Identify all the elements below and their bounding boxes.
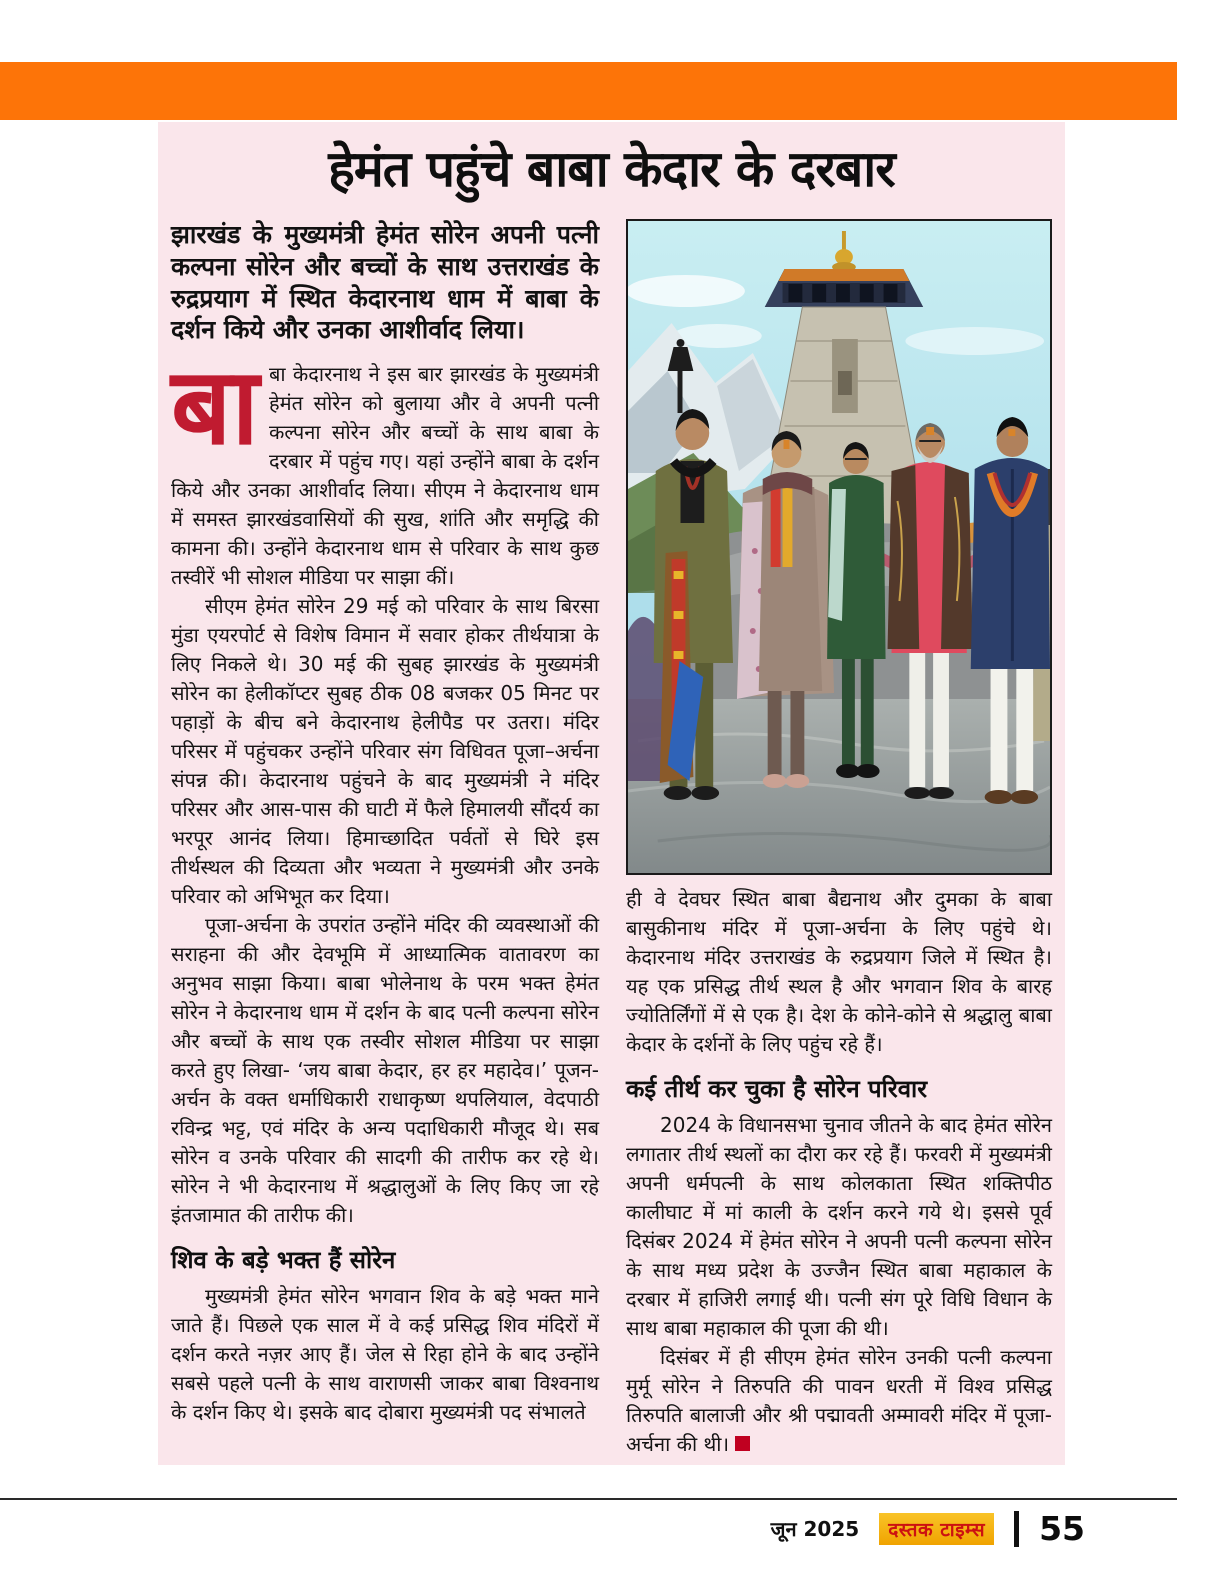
paragraph-1-text: बा केदारनाथ ने इस बार झारखंड के मुख्यमंत्री हेमंत सोरेन को बुलाया और वे अपनी पत्नी कल्पना सोरेन और बच्चों के साथ बाबा के दरबार में पहुंच गए। यहां उन्होंने बाबा के दर्शन किये और उनका आशीर्वाद लिया। सीएम ने केदारनाथ धाम में समस्त झारखंडवासियों की सुख, शांति और समृद्धि की कामना की। उन्होंने केदारनाथ धाम से परिवार के साथ कुछ तस्वीरें भी सोशल मीडिया पर साझा कीं। — [171, 362, 599, 589]
page-number: 55 — [1039, 1509, 1085, 1548]
paragraph-7-text: दिसंबर में ही सीएम हेमंत सोरेन उनकी पत्नी कल्पना मुर्मू सोरेन ने तिरुपति की पावन धरती में विश्व प्रसिद्ध तिरुपति बालाजी और श्री पद्मावती अम्मावरी मंदिर में पूजा-अर्चना की थी। — [626, 1344, 1052, 1456]
paragraph-2: सीएम हेमंत सोरेन 29 मई को परिवार के साथ बिरसा मुंडा एयरपोर्ट से विशेष विमान में सवार होकर तीर्थयात्रा के लिए निकले थे। 30 मई की सुबह झारखंड के मुख्यमंत्री सोरेन का हेलीकॉप्टर सुबह ठीक 08 बजकर 05 मिनट पर पहाड़ों के बीच बने केदारनाथ हेलीपैड पर उतरा। मंदिर परिसर में पहुंचकर उन्होंने परिवार संग विधिवत पूजा–अर्चना संपन्न की। केदारनाथ पहुंचने के बाद मुख्यमंत्री ने मंदिर परिसर और आस-पास की घाटी में फैले हिमालयी सौंदर्य का भरपूर आनंद लिया। हिमाच्छादित पर्वतों से घिरे इस तीर्थस्थल की दिव्यता और भव्यता ने मुख्यमंत्री और उनके परिवार को अभिभूत कर दिया। — [171, 594, 599, 908]
orange-band — [0, 62, 1177, 120]
magazine-logo: दस्तक टाइम्स — [879, 1513, 994, 1545]
paragraph-6: 2024 के विधानसभा चुनाव जीतने के बाद हेमंत सोरेन लगातार तीर्थ स्थलों का दौरा कर रहे हैं। फरवरी में मुख्यमंत्री अपनी धर्मपत्नी के साथ कोलकाता स्थित शक्तिपीठ कालीघाट में मां काली के दर्शन करने गये थे। इससे पूर्व दिसंबर 2024 में हेमंत सोरेन ने अपनी पत्नी कल्पना सोरेन के साथ मध्य प्रदेश के उज्जैन स्थित बाबा महाकाल के दरबार में हाजिरी लगाई थी। पत्नी संग पूरे विधि विधान के साथ बाबा महाकाल की पूजा की थी। — [626, 1112, 1052, 1340]
paragraph-5: ही वे देवघर स्थित बाबा बैद्यनाथ और दुमका के बाबा बासुकीनाथ मंदिर में पूजा-अर्चना के लिए पहुंचे थे। केदारनाथ मंदिर उत्तराखंड के रुद्रप्रयाग जिले में स्थित है। यह एक प्रसिद्ध तीर्थ स्थल है और भगवान शिव के बारह ज्योतिर्लिंगों में से एक है। देश के कोने-कोने से श्रद्धालु बाबा केदार के दर्शनों के लिए पहुंच रहे हैं। — [626, 887, 1052, 1056]
footer-divider-bar — [1014, 1511, 1019, 1547]
drop-cap: बा — [171, 345, 259, 468]
right-column — [626, 219, 1052, 1459]
subhead-tirth-yatra: कई तीर्थ कर चुका है सोरेन परिवार — [626, 1075, 928, 1103]
kedarnath-photo — [626, 219, 1052, 875]
article-panel — [158, 122, 1065, 1465]
paragraph-3: पूजा-अर्चना के उपरांत उन्होंने मंदिर की व्यवस्थाओं की सराहना की और देवभूमि में आध्यात्मिक वातावरण का अनुभव साझा किया। बाबा भोलेनाथ के परम भक्त हेमंत सोरेन ने केदारनाथ धाम में दर्शन के बाद पत्नी कल्पना सोरेन और बच्चों के साथ एक तस्वीर सोशल मीडिया पर साझा करते हुए लिखा- ‘जय बाबा केदार, हर हर महादेव।’ पूजन-अर्चन के वक्त धर्माधिकारी राधाकृष्ण थपलियाल, वेदपाठी रविन्द्र भट्ट, एवं मंदिर के अन्य पदाधिकारी मौजूद थे। सब सोरेन व उनके परिवार की सादगी की तारीफ कर रहे थे। सोरेन ने भी केदारनाथ में श्रद्धालुओं के लिए किए जा रहे इंतजामात की तारीफ की। — [171, 913, 599, 1227]
standfirst: झारखंड के मुख्यमंत्री हेमंत सोरेन अपनी पत्नी कल्पना सोरेन और बच्चों के साथ उत्तराखंड के रुद्रप्रयाग में स्थित केदारनाथ धाम में बाबा के दर्शन किये और उनका आशीर्वाद लिया। — [171, 220, 599, 345]
left-column — [171, 219, 599, 1459]
article-columns — [171, 219, 1052, 1459]
paragraph-1 — [171, 345, 599, 592]
paragraph-4: मुख्यमंत्री हेमंत सोरेन भगवान शिव के बड़े भक्त माने जाते हैं। पिछले एक साल में वे कई प्रसिद्ध शिव मंदिरों में दर्शन करते नज़र आए हैं। जेल से रिहा होने के बाद उन्होंने सबसे पहले पत्नी के साथ वाराणसी जाकर बाबा विश्वनाथ के दर्शन किए थे। इसके बाद दोबारा मुख्यमंत्री पद संभालते — [171, 1283, 599, 1424]
page-footer — [0, 1498, 1177, 1548]
subhead-shiv-bhakt: शिव के बड़े भक्त हैं सोरेन — [171, 1246, 396, 1274]
headline: हेमंत पहुंचे बाबा केदार के दरबार — [328, 140, 895, 198]
kedarnath-photo-illustration — [628, 221, 1050, 873]
article-end-mark — [735, 1436, 750, 1451]
footer-date: जून 2025 — [770, 1517, 860, 1541]
paragraph-7 — [626, 1343, 1052, 1459]
